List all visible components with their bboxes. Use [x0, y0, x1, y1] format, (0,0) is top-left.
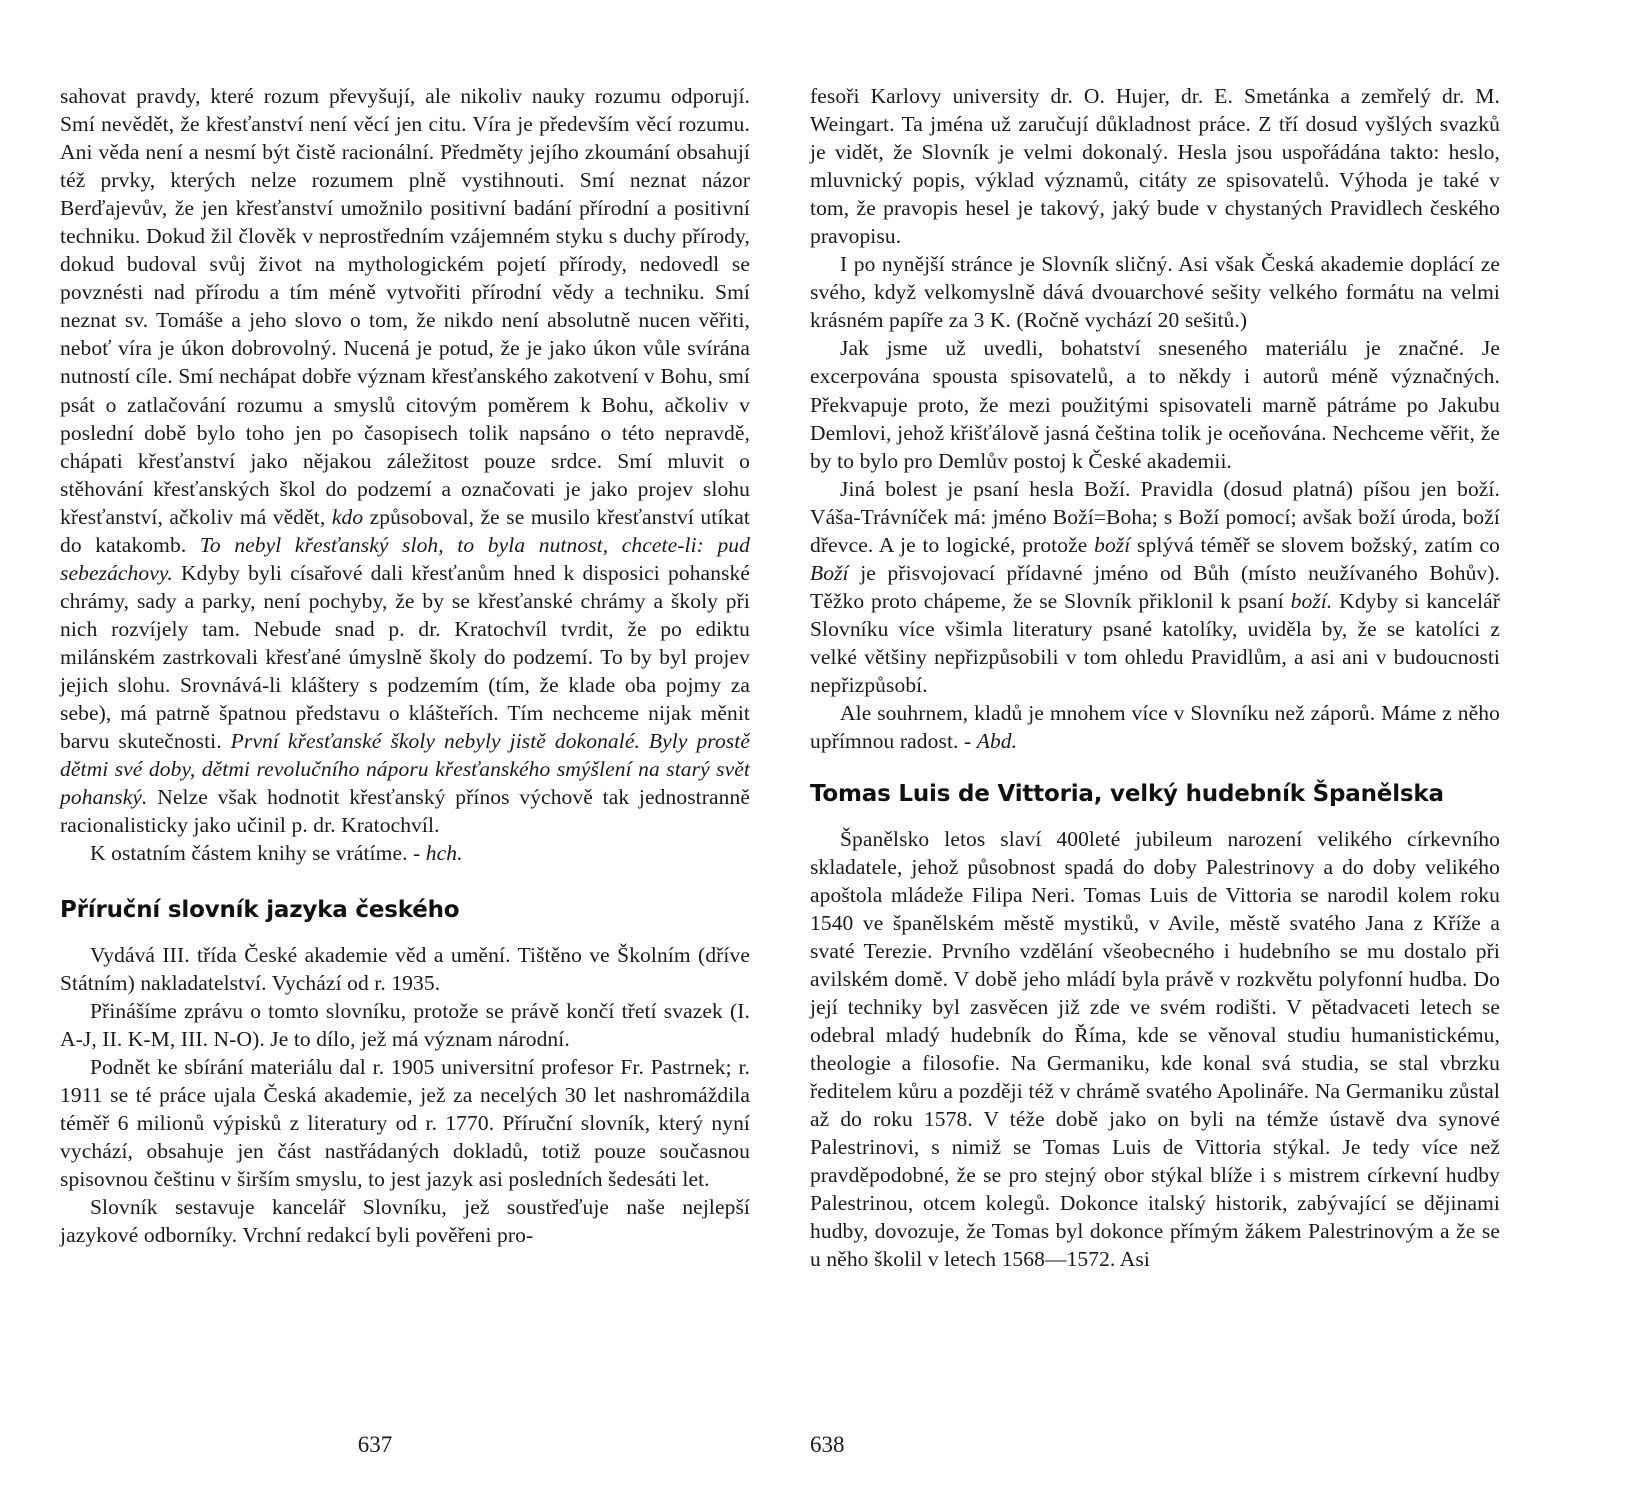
emphasis-text: První křesťanské školy nebyly jistě dokonalé. Byly prostě dětmi své doby, dětmi revolučního náporu křesťanského smýšlení na starý svět pohanský.: [60, 729, 750, 810]
body-paragraph: [60, 1193, 750, 1249]
body-paragraph: [810, 699, 1500, 755]
body-text: K ostatním částem knihy se vrátíme. -: [90, 841, 426, 866]
two-column-layout: [60, 82, 1566, 1372]
body-text: Jiná bolest je psaní hesla Boží. Pravidla (dosud platná) píšou jen boží. Váša-Trávníček má: jméno Boží=Boha; s Boží pomocí; avšak boží úroda, boží dřevce. A je to logické, protože: [810, 476, 1500, 557]
body-paragraph: [810, 82, 1500, 250]
left-column-body-before-heading: [60, 82, 750, 867]
body-text: Kdyby byli císařové dali křesťanům hned k disposici pohanské chrámy, sady a parky, není pochyby, že by se křesťanské chrámy a školy při nich rozvíjely tam. Nebude snad p. dr. Kratochvíl tvrdit, že po ediktu milánském zastrkovali křesťané úmyslně školy do podzemí. To by byl projev jejich slohu. Srovnává-li kláštery s podzemím (tím, že klade oba pojmy za sebe), má patrně špatnou představu o klášteřích. Tím nechceme nijak měnit barvu skutečnosti.: [60, 560, 750, 754]
left-section-heading: Příruční slovník jazyka českého: [60, 897, 460, 924]
left-column: [60, 82, 750, 1372]
body-paragraph: [810, 825, 1500, 1274]
body-text: Podnět ke sbírání materiálu dal r. 1905 universitní profesor Fr. Pastrnek; r. 1911 se té práce ujala Česká akademie, jež za necelých 30 let nashromáždila téměř 6 milionů výpisků z literatury od r. 1770. Příruční slovník, který nyní vychází, obsahuje jen část nastřádaných dokladů, totiž pouze současnou spisovnou češtinu v širším smyslu, to jest jazyk asi posledních šedesáti let.: [60, 1055, 750, 1192]
body-text: fesoři Karlovy university dr. O. Hujer, dr. E. Smetánka a zemřelý dr. M. Weingart. Ta jména už zaručují důkladnost práce. Z tří dosud vyšlých svazků je vidět, že Slovník je velmi dokonalý. Hesla jsou uspořádána takto: heslo, mluvnický popis, výklad významů, citáty ze spisovatelů. Výhoda je také v tom, že pravopis hesel je takový, jaký bude v chystaných Pravidlech českého pravopisu.: [810, 84, 1500, 249]
body-paragraph: [60, 839, 750, 867]
body-paragraph: [810, 475, 1500, 699]
body-text: I po nynější stránce je Slovník sličný. Asi však Česká akademie doplácí ze svého, když velkomyslně dává dvouarchové sešity velkého formátu na velmi krásném papíře za 3 K. (Ročně vychází 20 sešitů.): [810, 252, 1500, 333]
page-number-right: 638: [810, 1432, 845, 1457]
body-paragraph: [60, 1053, 750, 1193]
right-column-body-after-heading: [810, 825, 1500, 1274]
left-column-body-after-heading: [60, 941, 750, 1250]
body-text: Nelze však hodnotit křesťanský přínos výchově tak jednostranně racionalisticky jako učinil p. dr. Kratochvíl.: [60, 785, 750, 838]
body-text: způsoboval, že se musilo křesťanství utíkat do katakomb.: [60, 504, 750, 557]
body-paragraph: [810, 334, 1500, 474]
emphasis-text: boží: [1094, 532, 1131, 557]
body-text: Španělsko letos slaví 400leté jubileum narození velikého církevního skladatele, jehož působnost spadá do doby Palestrinovy a do doby velikého apoštola mládeže Filipa Neri. Tomas Luis de Vittoria se narodil kolem roku 1540 ve španělském městě mystiků, v Avile, městě svatého Jana z Kříže a svaté Terezie. Prvního vzdělání všeobecného i hudebního se mu dostalo při avilském domě. V době jeho mládí byla právě v rozkvětu polyfonní hudba. Do její techniky byl zasvěcen již zde ve svém rodišti. V pětadvaceti letech se odebral mladý hudebník do Říma, kde se věnoval studiu humanistickému, theologie a filosofie. Na Germaniku, kde konal svá studia, se stal vbrzku ředitelem kůru a později též v chrámě svatého Apolináře. Na Germaniku zůstal až do roku 1578. V téže době jako on byli na témže ústavě dva synové Palestrinovi, s nimiž se Tomas Luis de Vittoria stýkal. Je tedy více než pravděpodobné, že se pro stejný obor stýkal blíže i s mistrem církevní hudby Palestrinou, otcem kolegů. Dokonce italský historik, zabývající se dějinami hudby, dovozuje, že Tomas byl dokonce přímým žákem Palestrinovým a že se u něho školil v letech 1568—1572. Asi: [810, 826, 1500, 1272]
body-text: Přinášíme zprávu o tomto slovníku, protože se právě končí třetí svazek (I. A-J, II. K-M, III. N-O). Je to dílo, jež má význam národní.: [60, 999, 750, 1052]
right-column: [810, 82, 1500, 1372]
body-text: sahovat pravdy, které rozum převyšují, ale nikoliv nauky rozumu odporují. Smí nevědět, že křesťanství není věcí jen citu. Víra je především věcí rozumu. Ani věda není a nesmí být čistě racionální. Předměty jejího zkoumání obsahují též prvky, kterých nelze rozumem plně vystihnouti. Smí neznat názor Berďajevův, že jen křesťanství umožnilo positivní badání přírodní a positivní techniku. Dokud žil člověk v neprostředním vzájemném styku s duchy přírody, dokud budoval svůj život na mythologickém pojetí přírody, nedovedl se povznésti nad přírodu a tím méně vytvořiti přírodní vědy a techniku. Smí neznat sv. Tomáše a jeho slovo o tom, že nikdo není absolutně nucen věřiti, neboť víra je úkon dobrovolný. Nucená je potud, že je jako úkon vůle svírána nutností cíle. Smí nechápat dobře význam křesťanského zakotvení v Bohu, smí psát o zatlačování rozumu a smyslů citovým poměrem k Bohu, ačkoliv v poslední době bylo toho jen po časopisech tolik napsáno o této nepravdě, chápati křesťanství jako nějakou záležitost pouze srdce. Smí mluvit o stěhování křesťanských škol do podzemí a označovati je jako projev slohu křesťanství, ačkoliv má vědět,: [60, 84, 750, 529]
emphasis-text: boží.: [1290, 588, 1333, 613]
emphasis-text: kdo: [331, 504, 364, 529]
emphasis-text: Abd.: [976, 729, 1018, 754]
body-text: Slovník sestavuje kancelář Slovníku, jež soustřeďuje naše nejlepší jazykové odborníky. Vrchní redakcí byli pověřeni pro-: [60, 1195, 750, 1248]
body-text: Kdyby si kancelář Slovníku více všimla literatury psané katolíky, uviděla by, že se katolíci z velké většiny nepřizpůsobili v tom ohledu Pravidlům, a asi ani v budoucnosti nepřizpůsobí.: [810, 588, 1500, 697]
body-text: Vydává III. třída České akademie věd a umění. Tištěno ve Školním (dříve Státním) nakladatelství. Vychází od r. 1935.: [60, 942, 750, 995]
body-text: je přisvojovací přídavné jméno od Bůh (místo neužívaného Bohův). Těžko proto chápeme, že se Slovník přiklonil k psaní: [810, 560, 1500, 613]
page-number-left: 637: [357, 1432, 393, 1457]
body-text: splývá téměř se slovem božský, zatím co: [1130, 532, 1500, 557]
right-section-heading: Tomas Luis de Vittoria, velký hudebník Španělska: [810, 781, 1444, 808]
body-text: Jak jsme už uvedli, bohatství sneseného materiálu je značné. Je excerpována spousta spisovatelů, a to někdy i autorů méně význačných. Překvapuje proto, že mezi použitými spisovateli marně pátráme po Jakubu Demlovi, jehož křišťálově jasná čeština tolik je oceňována. Nechceme věřit, že by to bylo pro Demlův postoj k České akademii.: [810, 336, 1500, 473]
body-paragraph: [60, 941, 750, 997]
body-paragraph: [60, 997, 750, 1053]
emphasis-text: To nebyl křesťanský sloh, to byla nutnost, chcete-li: pud sebezáchovy.: [60, 532, 750, 585]
emphasis-text: hch.: [425, 841, 463, 866]
right-column-body-before-heading: [810, 82, 1500, 755]
body-paragraph: [60, 82, 750, 839]
body-text: Ale souhrnem, kladů je mnohem více v Slovníku než záporů. Máme z něho upřímnou radost. -: [810, 701, 1500, 754]
emphasis-text: Boží: [810, 560, 849, 585]
body-paragraph: [810, 250, 1500, 334]
